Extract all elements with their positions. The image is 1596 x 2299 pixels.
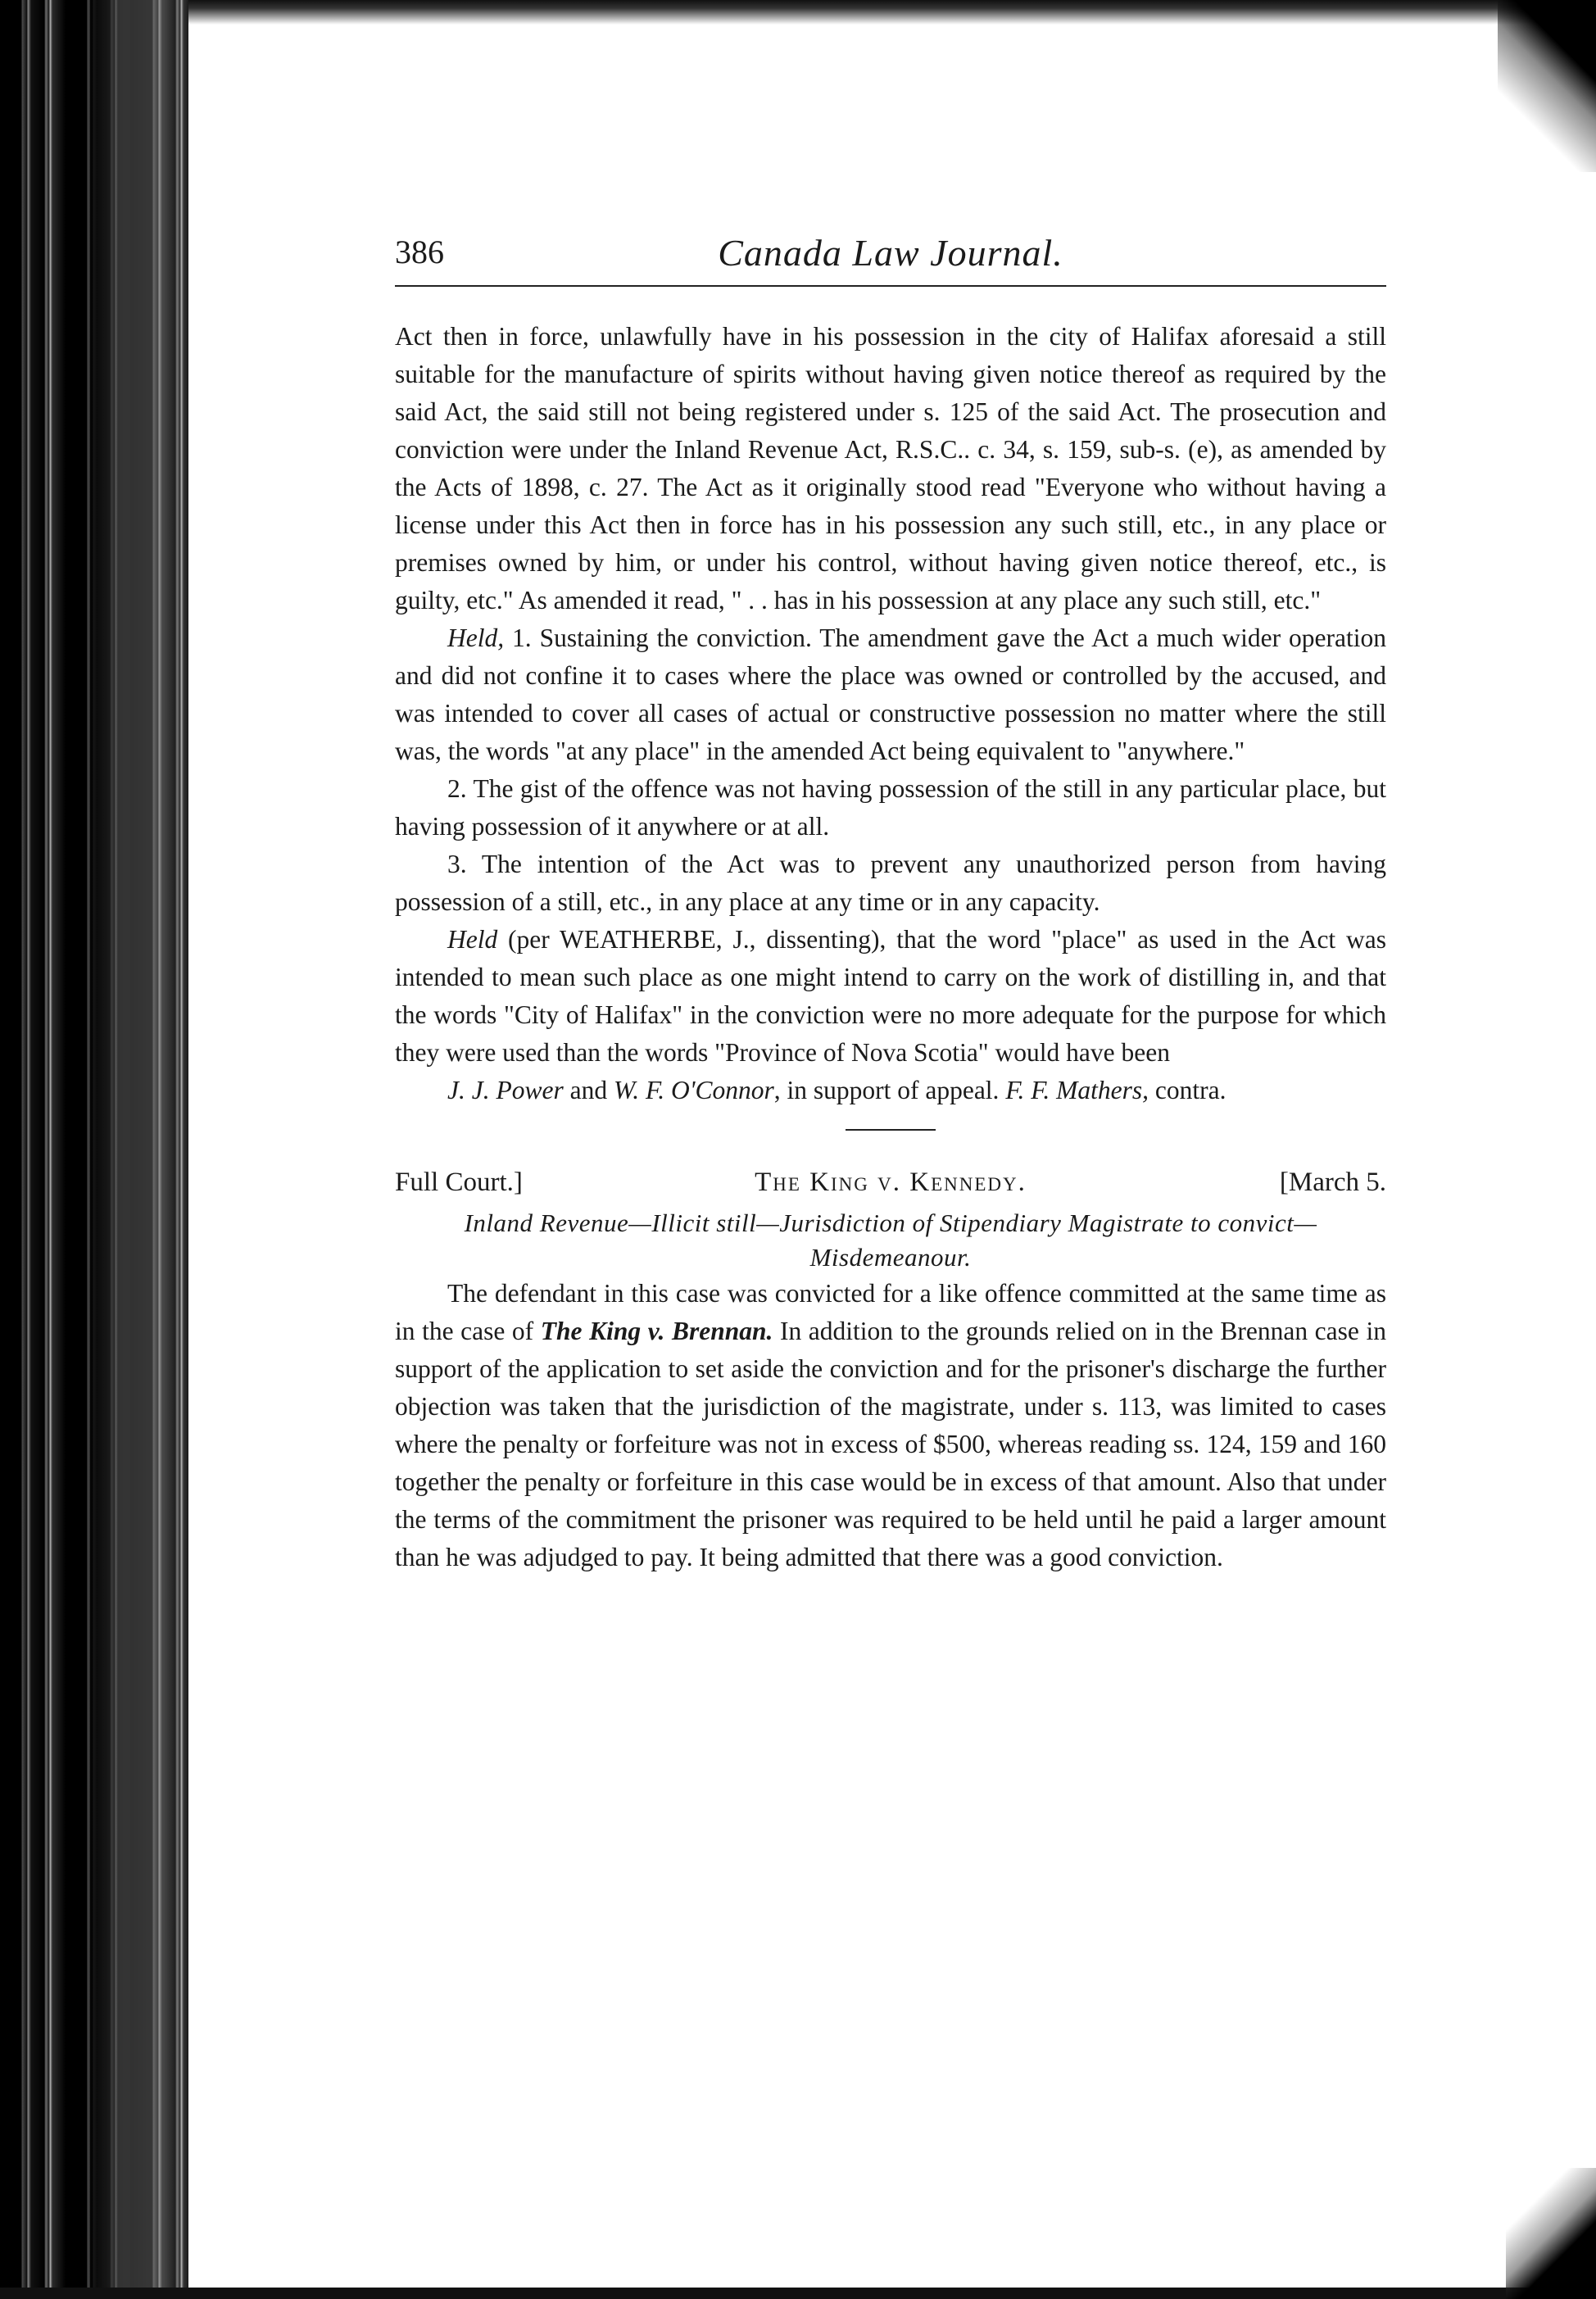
paragraph-case-body	[395, 1275, 1386, 1576]
counsel-and: and	[563, 1076, 614, 1104]
case-body-post: In addition to the grounds relied on in the Brennan case in support of the application to set aside the conviction and for the prisoner's discharge the further objection was taken that the jurisdiction of the magistrate, under s. 113, was limited to cases where the penalty or forfeiture was not in excess of $500, whereas reading ss. 124, 159 and 160 together the penalty or forfeiture in this case would be in excess of that amount. Also that under the terms of the commitment the prisoner was required to be held until he paid a larger amount than he was adjudged to pay. It being admitted that there was a good conviction.	[395, 1317, 1386, 1571]
running-title: Canada Law Journal.	[718, 232, 1063, 274]
dissent-label: Held	[447, 925, 498, 954]
counsel-respondent: F. F. Mathers,	[1005, 1076, 1149, 1104]
held-label: Held,	[447, 623, 505, 652]
scan-top-edge	[188, 0, 1596, 25]
paragraph-counsel	[395, 1072, 1386, 1109]
counsel-end: contra.	[1149, 1076, 1226, 1104]
paragraph-continuation: Act then in force, unlawfully have in his possession in the city of Halifax aforesaid a still suitable for the manufacture of spirits without having given notice thereof as required by the said Act, the said still not being registered under s. 125 of the said Act. The prosecution and conviction were under the Inland Revenue Act, R.S.C.. c. 34, s. 159, sub-s. (e), as amended by the Acts of 1898, c. 27. The Act as it originally stood read "Everyone who without having a license under this Act then in force has in his possession any such still, etc., in any place or premises owned by him, or under his control, without having given notice thereof, etc., is guilty, etc." As amended it read, " . . has in his possession at any place any such still, etc."	[395, 322, 1386, 614]
paragraph-held	[395, 619, 1386, 770]
held-text: 1. Sustaining the conviction. The amendment gave the Act a much wider operation and did not confine it to cases where the place was owned or controlled by the accused, and was intended to cover all cases of actual or constructive possession no matter where the still was, the words "at any place" in the amended Act being equivalent to "anywhere."	[395, 623, 1386, 765]
cited-case: The King v. Brennan.	[540, 1317, 773, 1345]
paragraph-point-3: 3. The intention of the Act was to prevent any unauthorized person from having possession of a still, etc., in any place at any time or in any capacity.	[395, 850, 1386, 916]
journal-page	[395, 221, 1386, 1571]
counsel-appellant-1: J. J. Power	[447, 1076, 564, 1104]
page-number: 386	[395, 234, 444, 270]
case-court: Full Court.]	[395, 1168, 523, 1197]
counsel-mid: , in support of appeal.	[773, 1076, 1006, 1104]
scan-binding-shadow	[0, 0, 188, 2299]
case-name: The King v. Kennedy.	[755, 1168, 1027, 1197]
scan-corner-top-right	[1498, 0, 1596, 172]
case-body-pre: The defendant in this case was convicted for a like offence committed at the same time as in the case of	[395, 1279, 1386, 1345]
scan-corner-bottom-right	[1506, 2168, 1596, 2299]
dissent-text: (per WEATHERBE, J., dissenting), that the word "place" as used in the Act was intended to mean such place as one might intend to carry on the work of distilling in, and that the words "City of Halifax" in the conviction were no more adequate for the purpose for which they were used than the words "Province of Nova Scotia" would have been	[395, 925, 1386, 1067]
paragraph-point-2: 2. The gist of the offence was not having possession of the still in any particular place, but having possession of it anywhere or at all.	[395, 774, 1386, 841]
case-date: [March 5.	[1279, 1168, 1386, 1197]
header-rule	[395, 285, 1386, 287]
page-body	[395, 318, 1386, 1576]
scan-bottom-edge	[0, 2288, 1596, 2299]
case-heading	[395, 1159, 1386, 1206]
page-header	[395, 221, 1386, 287]
paragraph-dissent	[395, 921, 1386, 1072]
case-separator-rule	[846, 1129, 936, 1131]
case-headnote: Inland Revenue—Illicit still—Jurisdiction of Stipendiary Magistrate to convict—Misdemeanour.	[464, 1208, 1317, 1272]
counsel-appellant-2: W. F. O'Connor	[613, 1076, 774, 1104]
